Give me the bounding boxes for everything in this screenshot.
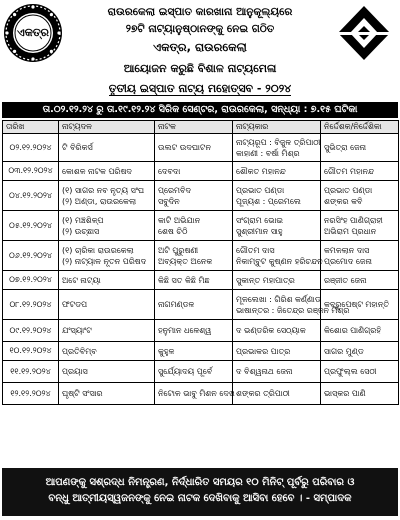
table-cell-writer-line: ନାଟ୍ୟରୂପ : ବିଜୁଳ ତ୍ରିପାଠୀ [236, 137, 321, 147]
table-cell-writer [233, 290, 350, 320]
table-cell-director-line: ଅଭିରାମ ପ୍ରଧାନ [324, 226, 377, 236]
table-cell-director-line: କମଳଲାନ ଦାସ [324, 245, 370, 255]
table-cell-writer-line: ସଂଗ୍ରାମ ଭୋଇ [236, 215, 284, 225]
table-cell-director [321, 211, 399, 241]
table-header-row [3, 121, 399, 134]
ekatra-emblem-icon [2, 2, 64, 64]
table-cell-director [321, 290, 399, 320]
table-cell-writer [233, 162, 321, 181]
table-cell-writer-line: ସୁକାନ୍ତ ମହାପାତ୍ର [236, 275, 295, 285]
table-row [3, 162, 399, 181]
festival-title-text: ତୃତୀୟ ଇସ୍ପାତ ନାଟ୍ୟ ମହୋତ୍ସବ - ୨୦୨୪ [108, 82, 292, 95]
table-cell-group-line: ଫଟଡପ [62, 300, 88, 309]
emblem-label: ଏକତ୍ର [16, 26, 50, 39]
table-cell-play [155, 211, 233, 241]
header-group: ନାଟ୍ୟଦଳ [59, 121, 155, 134]
table-cell-play-line: ଅବ୍ୟକ୍ତ ଅନେକ [158, 256, 213, 266]
header-play: ନାଟକ [155, 121, 233, 134]
table-cell-writer-line: କାହାଣୀ : ବର୍ଷା ମିଶ୍ର [236, 148, 300, 158]
table-cell-play-line: ଶେଷ ଚିଠି [158, 226, 188, 236]
table-cell-group-line: (୧) ସାଗର ନବ ନୃତ୍ୟ ସଂଘ [62, 185, 145, 195]
header-line-4: ଆୟୋଜନ କରୁଛି ବିଶାଳ ନାଟ୍ୟମେଳା [123, 62, 277, 75]
table-cell-director-line: ନରସିଂହ ପାଣିଗ୍ରାହୀ [324, 215, 383, 225]
table-cell-director [321, 162, 399, 181]
table-cell-group [59, 342, 155, 361]
footer-line-2: ବନ୍ଧୁ ଆତ୍ମୀୟସ୍ୱଜନଙ୍କୁ ନେଇ ନାଟକ ଦେଖିବାକୁ ଆସିବା ହେବେ । - ସମ୍ପାଦକ [48, 493, 352, 504]
table-cell-writer-line: ଶଙ୍କର ତ୍ରିପାଠୀ [236, 389, 290, 398]
table-cell-date: ୦୬.୧୨.୨୦୨୪ [3, 241, 59, 271]
table-cell-group [59, 271, 155, 290]
table-cell-writer [233, 320, 321, 342]
invitation-footer [2, 468, 398, 516]
table-cell-writer [233, 342, 321, 361]
table-cell-writer [233, 241, 321, 271]
table-cell-play [155, 134, 233, 162]
table-cell-director [321, 320, 399, 342]
table-cell-writer-line: ପୂଜ୍ୟଶ : ପ୍ରେମଲେ [236, 196, 301, 206]
table-cell-group-line: ପ୍ରୟାସ [62, 367, 88, 376]
table-cell-date: ୦୫.୧୨.୨୦୨୪ [3, 211, 59, 241]
header-writer: ନାଟ୍ୟକାର [233, 121, 321, 134]
table-cell-director-line: ପ୍ରଭାତ ପଣ୍ଡା [324, 185, 373, 195]
header-line-2: ୨୭ଟି ନାଟ୍ୟାନୁଷ୍ଠାନଙ୍କୁ ନେଇ ଗଠିତ [125, 23, 275, 35]
table-cell-play-line: ସୁର୍ଯ୍ୟୋଦୟ ପୂର୍ବେ [158, 367, 213, 376]
table-cell-writer [233, 271, 321, 290]
table-cell-writer [233, 181, 321, 211]
table-cell-writer-line: ସୁଶ୍ରୀମାନ ସାହୁ [236, 226, 283, 236]
table-cell-play [155, 361, 233, 383]
table-cell-play-line: କୁହୁଳ [158, 346, 175, 356]
table-cell-play [155, 383, 233, 405]
table-cell-group [59, 162, 155, 181]
table-cell-play-line: ନାଗମଣ୍ଡଳ [158, 300, 195, 309]
table-cell-writer [233, 134, 321, 162]
table-cell-group [59, 383, 155, 405]
table-cell-group [59, 320, 155, 342]
table-row [3, 361, 399, 383]
table-cell-writer-line: ଗୌତମ ଦାସ [236, 245, 275, 255]
table-row [3, 320, 399, 342]
table-cell-writer-line: ନିକାମ୍ବୁଟ କୁଷ୍ଣନ ହରିଚନ୍ଦନ [236, 256, 323, 266]
table-cell-director [321, 361, 399, 383]
table-cell-director-line: କିଶୋର ପାଣିଗ୍ରହି [324, 326, 382, 335]
table-cell-play-line: କିଛି ସତ କିଛି ମିଛ [158, 275, 210, 285]
table-cell-date: ୦୨.୧୨.୨୦୨୪ [3, 134, 59, 162]
table-cell-group-line: ପ୍ରତିବିମ୍ବ [62, 346, 97, 356]
table-row [3, 134, 399, 162]
table-cell-play [155, 271, 233, 290]
table-cell-group-line: ଅଟେ ନାଟ୍ୟା [62, 275, 101, 285]
table-cell-director [321, 134, 399, 162]
header-date: ତାରିଖ [3, 121, 59, 134]
table-cell-play [155, 181, 233, 211]
sail-logo-icon [334, 2, 394, 64]
table-cell-director-line: ଭାସ୍କର ପାଣି [324, 389, 366, 398]
table-row [3, 290, 399, 320]
date-venue-bar: ତା.୦୨.୧୨.୨୪ ରୁ ତା.୧୯.୧୨.୨୪ ସିରିକ ସେଣ୍ଟର, ରାଉରକେଲା, ସନ୍ଧ୍ୟା : ୭.୧୫ ଘଟିକା [2, 102, 398, 118]
table-cell-writer [233, 361, 321, 383]
table-row [3, 342, 399, 361]
table-cell-play [155, 342, 233, 361]
table-cell-group-line: (୨) ନାଟ୍ୟାଳ ନୂତନ ପରିଷଦ [62, 256, 147, 266]
table-cell-play [155, 290, 233, 320]
table-cell-director-line: କବ୍ରୁପେଷ୍ଟ ମହାନ୍ତି [324, 300, 390, 309]
table-cell-group-line: ଯଂସ୍ୟାଂଟ [62, 326, 92, 335]
table-cell-date: ୧୦.୧୨.୨୦୨୪ [3, 342, 59, 361]
table-cell-play [155, 241, 233, 271]
table-cell-director [321, 383, 399, 405]
table-cell-director-line: ପ୍ରଫୁଲ୍ଲ ସେଠୀ [324, 367, 377, 376]
table-cell-group [59, 361, 155, 383]
table-cell-group [59, 241, 155, 271]
table-cell-director-line: ସାଗର ମୁଣ୍ଡ [324, 346, 364, 356]
table-cell-group-line: ଘୃଷ୍ଟି ସଂସାର [62, 389, 103, 398]
table-cell-director-line: ସୁଭିତ୍ରା ଜେନା [324, 143, 367, 152]
table-cell-director-line: ଗୌତମ ମହାନନ୍ଦ [324, 166, 375, 176]
table-cell-date: ୦୭.୧୨.୨୦୨୪ [3, 271, 59, 290]
table-cell-group-line: କୋଶଳ ନାଟକ ପରିଷଦ [62, 166, 132, 176]
organizer-name: ଏକତ୍ର, ରାଉରକେଲା [153, 40, 247, 54]
table-cell-writer-line: ଶୌକତ ମହାନନ୍ଦ [236, 166, 286, 176]
table-cell-writer-line: ଭାଷାନ୍ତର : ଜିତେନ୍ଦ୍ର ରଞ୍ଜନ ମିଶ୍ର [236, 305, 350, 315]
table-cell-director-line: ଶଙ୍କର କବି [324, 196, 363, 206]
table-cell-writer-line: ଦ ବିଶ୍ୱନାଥ ଜେନା [236, 367, 293, 376]
table-cell-writer [233, 211, 321, 241]
header-line-1: ରାଉରକେଲା ଇସ୍ପାତ କାରଖାନା ଆନୁକୂଲ୍ୟରେ [107, 6, 293, 18]
table-cell-director-line: ପ୍ରମୋଦ ଜେନା [324, 256, 372, 266]
table-cell-writer [233, 383, 321, 405]
footer-line-1: ଆପଣଙ୍କୁ ସଶ୍ରଦ୍ଧ ନିମନ୍ତ୍ରଣ, ନିର୍ଦ୍ଧାରିତ ସମୟର ୧୦ ମିନିଟ୍ ପୂର୍ବରୁ ପରିବାର ଓ [45, 477, 355, 488]
table-cell-director [321, 271, 399, 290]
table-cell-writer-line: ଦ ଭଣ୍ଡରିକ ସେଠ୍ୟାକ [236, 326, 306, 335]
table-row [3, 241, 399, 271]
table-cell-group-line: (୧) ଚାରିକା ରାଉରକେଲା [62, 245, 134, 255]
table-cell-date: ୦୮.୧୨.୨୦୨୪ [3, 290, 59, 320]
table-cell-date: ୦୪.୧୨.୨୦୨୪ [3, 181, 59, 211]
table-cell-group [59, 181, 155, 211]
table-cell-group [59, 290, 155, 320]
table-cell-play-line: ଦେବଦା [158, 166, 181, 176]
table-cell-play-line: ହନୁମାନ ଧଳେଶ୍ୱ [158, 326, 212, 335]
table-cell-group [59, 211, 155, 241]
festival-title [0, 82, 400, 96]
table-cell-play-line: ଅଟି ପୁରୁଷଣୀ [158, 245, 199, 255]
table-cell-director-line: ରଞ୍ଜୀତ ଜେନା [324, 275, 367, 285]
table-row [3, 181, 399, 211]
table-cell-play-line: ନିଟୋଳ ଭାବୁ ମିଶନ ଦେଖ [158, 389, 235, 398]
table-cell-group [59, 134, 155, 162]
table-cell-play [155, 162, 233, 181]
table-cell-date: ୧୧.୧୨.୨୦୨୪ [3, 361, 59, 383]
table-cell-date: ୦୯.୧୨.୨୦୨୪ [3, 320, 59, 342]
table-cell-group-line: ଟି ବିରିକର୍ସ [62, 143, 93, 152]
table-cell-director [321, 342, 399, 361]
table-cell-play-line: ଉଲଟ ଉଦଘାଟନ [158, 143, 211, 152]
table-cell-group-line: (୧) ମଞ୍ଚଶିଳ୍ପ [62, 215, 104, 225]
table-cell-writer-line: ପ୍ରଭାତ ପଣ୍ଡା [236, 185, 285, 195]
table-cell-writer-line: ପ୍ରଭାକର ପାତ୍ର [236, 346, 291, 356]
table-cell-play-line: ପ୍ରେମବିଦ [158, 185, 191, 195]
table-cell-date: ୦୩.୧୨.୨୦୨୪ [3, 162, 59, 181]
table-cell-date: ୧୨.୧୨.୨୦୨୪ [3, 383, 59, 405]
table-cell-play [155, 320, 233, 342]
table-cell-writer-line: ମୂଳଲେଖା : ଗିରିଶ କର୍ଣ୍ଣାଡ [236, 294, 321, 304]
table-cell-play-line: ସବୁଦିନ [158, 196, 180, 206]
table-cell-director [321, 181, 399, 211]
table-row [3, 383, 399, 405]
table-row [3, 271, 399, 290]
table-row [3, 211, 399, 241]
table-cell-director [321, 241, 399, 271]
header-director: ନିର୍ଦ୍ଦେଶକ/ନିର୍ଦ୍ଦେଶିକା [321, 121, 399, 134]
table-cell-group-line: (୨) ଅଣ୍ଡା, ରାଉରକେଲା [62, 196, 137, 206]
table-cell-group-line: (୨) ଉଚ୍ଛାସ [62, 226, 100, 236]
table-cell-play-line: କାଟି ଅଭିଯାନ [158, 215, 201, 225]
schedule-table [2, 120, 399, 405]
schedule-body [3, 134, 399, 405]
